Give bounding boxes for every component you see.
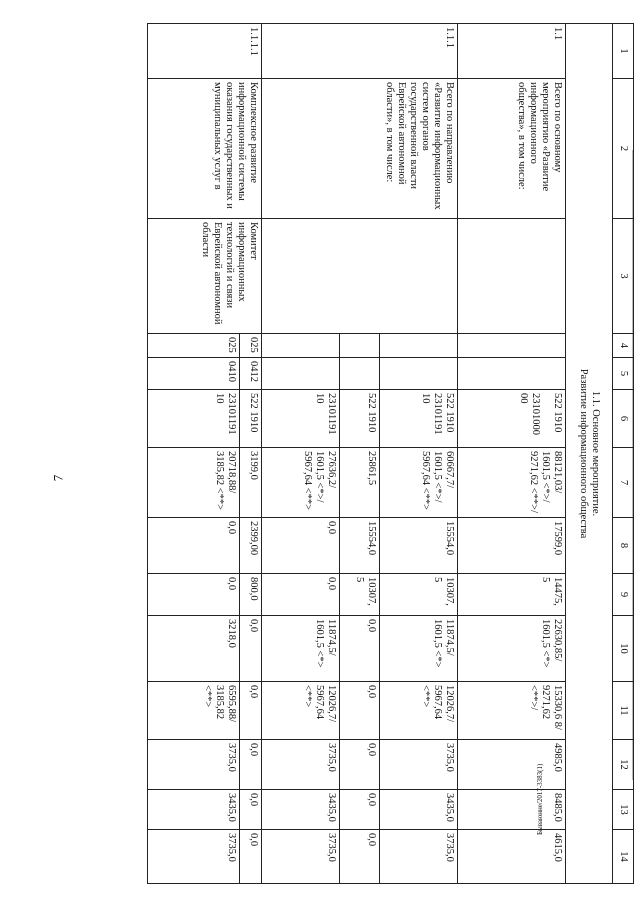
cell-c9: 10307, 5 (340, 574, 380, 616)
cell-c14: 3735,0 (262, 830, 340, 884)
cell-c4 (380, 334, 458, 358)
rotated-table-wrapper (114, 23, 634, 883)
cell-c8: 15554,0 (380, 518, 458, 574)
cell-c13: 8485,0 (458, 790, 566, 830)
header-cell: 4 (613, 334, 634, 358)
section-row (566, 24, 613, 884)
cell-c8: 15554,0 (340, 518, 380, 574)
cell-c13: 0,0 (340, 790, 380, 830)
cell-c14: 4615,0 (458, 830, 566, 884)
row-number: 1.1.1 (262, 24, 458, 79)
cell-c11: 0,0 (240, 682, 262, 740)
cell-c13: 3435,0 (262, 790, 340, 830)
cell-c6: 23101191 10 (148, 390, 240, 448)
section-title (566, 24, 613, 884)
cell-c12: 3735,0 (262, 740, 340, 790)
cell-c12: 3735,0 (148, 740, 240, 790)
cell-c14: 0,0 (340, 830, 380, 884)
cell-c10: 0,0 (240, 616, 262, 682)
row-name: Всего по основному мероприятию «Развитие информационного общества», в том числе: (458, 79, 566, 219)
cell-c10: 22630,85/ 1601,5 <*> (458, 616, 566, 682)
header-cell: 8 (613, 518, 634, 574)
cell-c7: 88121,03/ 1601,5 <*>/ 9271,62 <**>/ (458, 448, 566, 518)
cell-c11: 12026,7/ 5967,64 <**> (380, 682, 458, 740)
document-stamp: Бываюнне/2017-3383(1) (536, 763, 544, 835)
cell-c13: 3435,0 (380, 790, 458, 830)
header-cell: 5 (613, 358, 634, 390)
header-cell: 7 (613, 448, 634, 518)
cell-c5: 0410 (148, 358, 240, 390)
row-number: 1.1 (458, 24, 566, 79)
cell-c5: 0412 (240, 358, 262, 390)
budget-table (147, 23, 634, 884)
cell-c12: 0,0 (340, 740, 380, 790)
cell-c6: 522 1910 (340, 390, 380, 448)
cell-c6-line: 522 1910 (552, 393, 563, 433)
cell-c6: 522 1910 (240, 390, 262, 448)
cell-c8: 17599,0 (458, 518, 566, 574)
header-cell: 14 (613, 830, 634, 884)
header-cell: 1 (613, 24, 634, 79)
cell-c10: 11874,5/ 1601,5 <*> (262, 616, 340, 682)
cell-c11: 15330,6 8/ 9271,62 <**>/ (458, 682, 566, 740)
table-row (240, 24, 262, 884)
row-name: Всего по направлению «Развитие информационных систем органов государственной власти Еврейской автономной области», в том числе: (262, 79, 458, 219)
cell-c8: 0,0 (262, 518, 340, 574)
header-row (613, 24, 634, 884)
cell-c4 (340, 334, 380, 358)
cell-c7: 27636,2/ 1601,5 <*>/ 5967,64 <**> (262, 448, 340, 518)
cell-c14: 0,0 (240, 830, 262, 884)
cell-c12: 4985,0 (458, 740, 566, 790)
cell-c11: 0,0 (340, 682, 380, 740)
cell-c7: 25861,5 (340, 448, 380, 518)
cell-c4: 025 (148, 334, 240, 358)
cell-c5 (262, 358, 340, 390)
cell-c12: 3735,0 (380, 740, 458, 790)
page-number: 7 (50, 474, 66, 482)
cell-c6: 23101191 10 (262, 390, 340, 448)
cell-c13: 3435,0 (148, 790, 240, 830)
cell-c6 (458, 390, 566, 448)
cell-c9: 0,0 (148, 574, 240, 616)
header-cell: 11 (613, 682, 634, 740)
table-row (458, 24, 566, 884)
cell-c9: 14475, 5 (458, 574, 566, 616)
cell-c7: 3199,0 (240, 448, 262, 518)
cell-c5 (380, 358, 458, 390)
header-cell: 3 (613, 219, 634, 334)
cell-c12: 0,0 (240, 740, 262, 790)
row-name: Комплексное развитие информационной системы оказания государственных и муниципальных услуг в (148, 79, 262, 219)
cell-c7: 20718,88/ 3185,82 <**> (148, 448, 240, 518)
header-cell: 10 (613, 616, 634, 682)
row-executor: Комитет информационных технологий и связи Еврейской автономной области (148, 219, 262, 334)
section-title-line2: Развитие информационного общества (578, 368, 589, 539)
header-cell: 9 (613, 574, 634, 616)
cell-c14: 3735,0 (380, 830, 458, 884)
header-cell: 13 (613, 790, 634, 830)
cell-c11: 12026,7/ 5967,64 <**> (262, 682, 340, 740)
cell-c7: 60667,7/ 1601,5 <*>/ 5967,64 <**> (380, 448, 458, 518)
cell-c6: 522 1910 23101191 10 (380, 390, 458, 448)
cell-c13: 0,0 (240, 790, 262, 830)
cell-c9: 800,0 (240, 574, 262, 616)
cell-c9: 10307, 5 (380, 574, 458, 616)
cell-c9: 0,0 (262, 574, 340, 616)
cell-c4 (262, 334, 340, 358)
header-cell: 2 (613, 79, 634, 219)
cell-c10: 3218,0 (148, 616, 240, 682)
cell-c8: 0,0 (148, 518, 240, 574)
cell-c11: 6595,88/ 3185,82 <**> (148, 682, 240, 740)
row-executor (262, 219, 458, 334)
cell-c6-line: 23101000 00 (517, 393, 541, 435)
cell-c10: 11874,5/ 1601,5 <*> (380, 616, 458, 682)
cell-c4 (458, 334, 566, 358)
cell-c5 (340, 358, 380, 390)
section-title-line1: 1.1. Основное мероприятие. (590, 390, 602, 517)
header-cell: 12 (613, 740, 634, 790)
row-executor (458, 219, 566, 334)
cell-c4: 025 (240, 334, 262, 358)
cell-c8: 2399,00 (240, 518, 262, 574)
table-row (380, 24, 458, 884)
header-cell: 6 (613, 390, 634, 448)
row-number: 1.1.1.1 (148, 24, 262, 79)
cell-c5 (458, 358, 566, 390)
cell-c10: 0,0 (340, 616, 380, 682)
cell-c14: 3735,0 (148, 830, 240, 884)
